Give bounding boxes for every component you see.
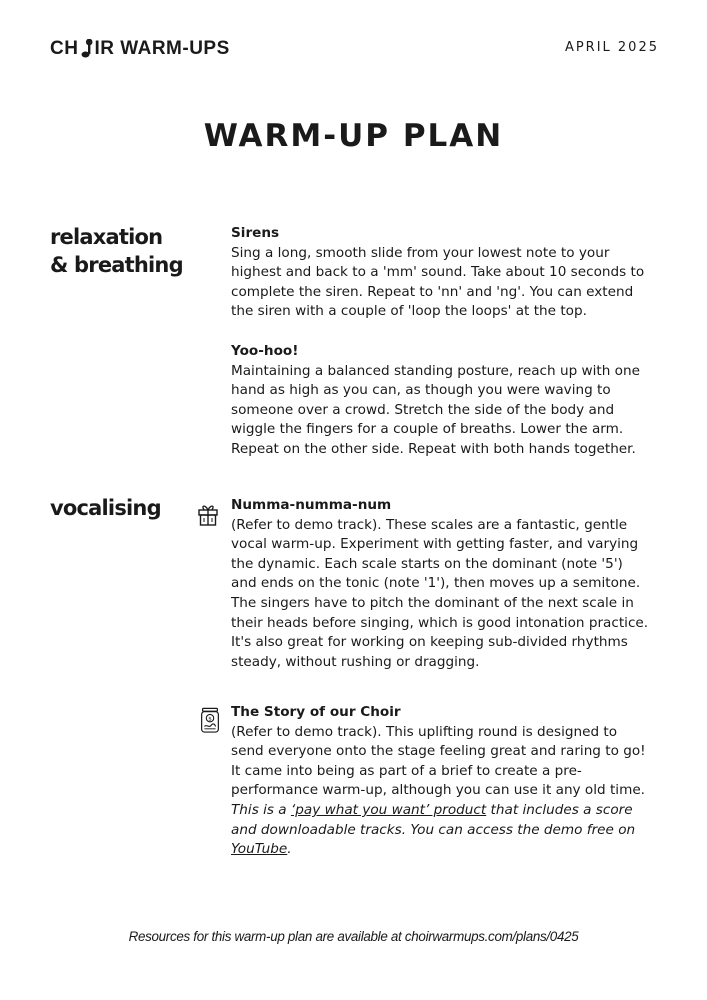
exercise-title: Numma-numma-num (231, 497, 392, 513)
exercise-story-of-our-choir (231, 703, 651, 860)
section-label-relaxation (50, 223, 183, 279)
note-text-part: This is a (231, 801, 291, 818)
page-title: WARM-UP PLAN (203, 118, 504, 154)
note-text-part: that includes a score and downloadable tracks. You can access the demo free on (231, 801, 636, 838)
exercise-description: Sing a long, smooth slide from your lowest note to your highest and back to a 'mm' sound. Take about 10 seconds to complete the siren. Repeat to 'nn' and 'ng'. You can extend the siren with a couple of 'loop the loops' at the top. (231, 244, 645, 320)
note-text-part: . (287, 841, 292, 858)
exercise-title: The Story of our Choir (231, 704, 401, 720)
exercise-description: (Refer to demo track). These scales are a fantastic, gentle vocal warm-up. Experiment with getting faster, and varying the dynamic. Each scale starts on the dominant (note '5') and ends on the tonic (note '1'), then moves up a semitone. The singers have to pitch the dominant of the next scale in their heads before singing, which is good intonation practice. It's also great for working on keeping sub-divided rhythms steady, without rushing or dragging. (231, 516, 649, 670)
logo-suffix: IR WARM-UPS (94, 38, 230, 59)
section-label-line1: relaxation (50, 225, 163, 249)
exercise-numma (231, 496, 651, 672)
paid-product-icon (199, 707, 221, 733)
exercise-description: (Refer to demo track). This uplifting round is designed to send everyone onto the stage feeling great and raring to go! It came into being as part of a brief to create a pre-performance warm-up, although you can use it any old time. (231, 723, 646, 799)
logo-prefix: CH (50, 38, 79, 59)
music-note-icon (79, 39, 93, 59)
exercise-title: Sirens (231, 225, 280, 241)
youtube-link[interactable]: YouTube (231, 841, 288, 858)
svg-text:$: $ (208, 716, 212, 723)
exercise-sirens (231, 224, 651, 322)
section-label-line2: & breathing (50, 253, 183, 277)
gift-icon (197, 501, 219, 527)
section-label-text: vocalising (50, 496, 161, 520)
product-note (231, 801, 651, 860)
section-label-vocalising (50, 494, 161, 522)
exercise-yoo-hoo (231, 342, 651, 460)
pay-what-you-want-link[interactable]: ‘pay what you want’ product (290, 801, 487, 818)
footer-resources: Resources for this warm-up plan are available at choirwarmups.com/plans/0425 (128, 929, 579, 944)
exercise-title: Yoo-hoo! (231, 343, 299, 359)
logo (50, 38, 230, 60)
date-label: APRIL 2025 (564, 40, 659, 55)
exercise-description: Maintaining a balanced standing posture, reach up with one hand as high as you can, as though you were waving to someone over a crowd. Stretch the side of the body and wiggle the fingers for a couple of breaths. Lower the arm. Repeat on the other side. Repeat with both hands together. (231, 362, 640, 457)
